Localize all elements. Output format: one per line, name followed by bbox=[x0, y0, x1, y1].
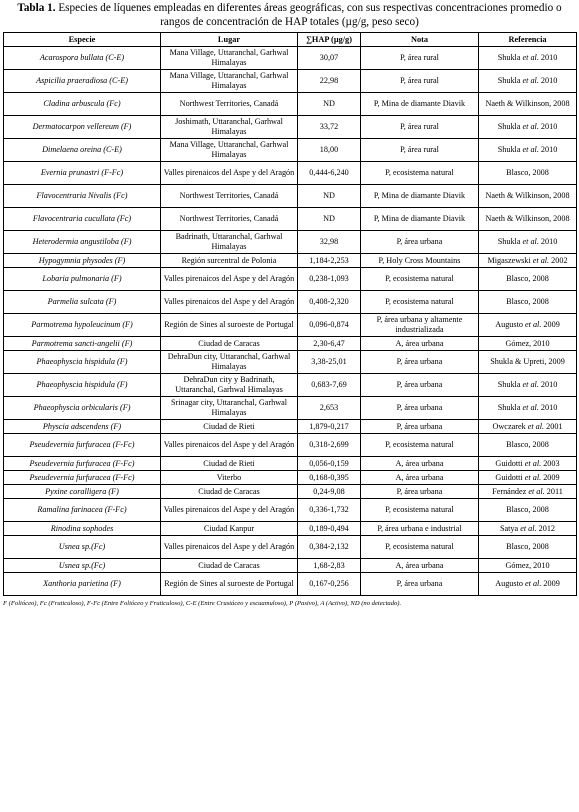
cell-referencia bbox=[479, 499, 577, 522]
cell-hap: 2,653 bbox=[298, 397, 361, 420]
cell-hap: 30,07 bbox=[298, 47, 361, 70]
cell-nota: P, área rural bbox=[361, 116, 479, 139]
table-row bbox=[4, 93, 577, 116]
cell-referencia bbox=[479, 70, 577, 93]
cell-especie: Pseudevernia furfuracea (F-Fc) bbox=[4, 434, 161, 457]
ref-year: 2003 bbox=[541, 458, 560, 468]
cell-referencia bbox=[479, 434, 577, 457]
cell-hap: 32,98 bbox=[298, 231, 361, 254]
cell-especie: Phaeophyscia orbicularis (F) bbox=[4, 397, 161, 420]
ref-et-al: et al. bbox=[520, 403, 539, 412]
ref-author: Shukla bbox=[497, 403, 521, 412]
cell-lugar: Northwest Territories, Canadá bbox=[161, 208, 298, 231]
table-row bbox=[4, 434, 577, 457]
cell-especie: Phaeophyscia hispidula (F) bbox=[4, 351, 161, 374]
cell-especie: Acarospora bullata (C-E) bbox=[4, 47, 161, 70]
cell-hap: 18,00 bbox=[298, 139, 361, 162]
cell-referencia bbox=[479, 291, 577, 314]
table-caption bbox=[5, 2, 574, 29]
ref-et-al: et al. bbox=[520, 53, 539, 62]
cell-especie: Parmelia sulcata (F) bbox=[4, 291, 161, 314]
cell-especie: Dermatocarpon vellereum (F) bbox=[4, 116, 161, 139]
cell-hap: 0,189-0,494 bbox=[298, 522, 361, 536]
table-row bbox=[4, 139, 577, 162]
table-row bbox=[4, 499, 577, 522]
cell-especie: Flavocentraria cucullata (Fc) bbox=[4, 208, 161, 231]
cell-referencia bbox=[479, 231, 577, 254]
caption-label: Tabla 1. bbox=[17, 2, 56, 14]
cell-lugar: Región de Sines al suroeste de Portugal bbox=[161, 573, 298, 596]
ref-author: Satya bbox=[499, 523, 519, 533]
table-row bbox=[4, 397, 577, 420]
cell-nota: P, área urbana bbox=[361, 485, 479, 499]
ref-year: 2009 bbox=[541, 472, 560, 482]
cell-hap: 0,318-2,699 bbox=[298, 434, 361, 457]
ref-year: 2001 bbox=[544, 421, 563, 431]
cell-referencia bbox=[479, 522, 577, 536]
ref-author: Gómez, 2010 bbox=[505, 560, 550, 570]
ref-author: Augusto bbox=[495, 320, 523, 329]
ref-author: Blasco, 2008 bbox=[506, 297, 549, 306]
cell-especie: Parmotrema sancti-angelii (F) bbox=[4, 337, 161, 351]
cell-referencia bbox=[479, 420, 577, 434]
cell-referencia bbox=[479, 471, 577, 485]
ref-year: 2010 bbox=[538, 122, 558, 131]
cell-lugar: Valles pirenaicos del Aspe y del Aragón bbox=[161, 434, 298, 457]
cell-especie: Cladina arbuscula (Fc) bbox=[4, 93, 161, 116]
table-row bbox=[4, 116, 577, 139]
ref-et-al: et al. bbox=[525, 421, 545, 431]
cell-especie: Usnea sp.(Fc) bbox=[4, 536, 161, 559]
table-row bbox=[4, 337, 577, 351]
cell-referencia bbox=[479, 374, 577, 397]
cell-referencia bbox=[479, 485, 577, 499]
table-row bbox=[4, 374, 577, 397]
ref-author: Naeth & Wilkinson, 2008 bbox=[485, 214, 570, 223]
ref-et-al: et al. bbox=[520, 237, 539, 246]
cell-hap: 3,38-25,01 bbox=[298, 351, 361, 374]
cell-referencia bbox=[479, 536, 577, 559]
ref-author: Blasco, 2008 bbox=[506, 542, 549, 551]
cell-nota: P, ecosistema natural bbox=[361, 499, 479, 522]
cell-nota: P, Mina de diamante Diavik bbox=[361, 208, 479, 231]
table-row bbox=[4, 291, 577, 314]
header-referencia: Referencia bbox=[479, 33, 577, 47]
cell-lugar: Valles pirenaicos del Aspe y del Aragón bbox=[161, 268, 298, 291]
ref-author: Gómez, 2010 bbox=[505, 338, 550, 348]
cell-especie: Pseudevernia furfuracea (F-Fc) bbox=[4, 471, 161, 485]
cell-referencia bbox=[479, 162, 577, 185]
header-nota: Nota bbox=[361, 33, 479, 47]
ref-author: Augusto bbox=[495, 579, 523, 588]
cell-lugar: Mana Village, Uttaranchal, Garhwal Himalayas bbox=[161, 70, 298, 93]
cell-nota: P, ecosistema natural bbox=[361, 162, 479, 185]
cell-lugar: Valles pirenaicos del Aspe y del Aragón bbox=[161, 162, 298, 185]
ref-year: 2002 bbox=[549, 255, 568, 265]
cell-hap: 0,408-2,320 bbox=[298, 291, 361, 314]
cell-hap: ND bbox=[298, 208, 361, 231]
header-especie: Especie bbox=[4, 33, 161, 47]
lichen-hap-table bbox=[3, 32, 577, 596]
ref-author: Blasco, 2008 bbox=[506, 505, 549, 514]
cell-especie: Rinodina sophodes bbox=[4, 522, 161, 536]
cell-lugar: Mana Village, Uttaranchal, Garhwal Himalayas bbox=[161, 47, 298, 70]
table-row bbox=[4, 536, 577, 559]
ref-et-al: et al. bbox=[520, 76, 539, 85]
cell-hap: 33,72 bbox=[298, 116, 361, 139]
cell-lugar: DehraDun city y Badrinath, Uttaranchal, Garhwal Himalayas bbox=[161, 374, 298, 397]
cell-hap: 0,24-9,08 bbox=[298, 485, 361, 499]
ref-author: Shukla & Upreti, 2009 bbox=[490, 357, 565, 366]
cell-nota: P, área urbana e industrial bbox=[361, 522, 479, 536]
cell-lugar: Joshimath, Uttaranchal, Garhwal Himalayas bbox=[161, 116, 298, 139]
cell-lugar: Valles pirenaicos del Aspe y del Aragón bbox=[161, 499, 298, 522]
cell-nota: P, ecosistema natural bbox=[361, 536, 479, 559]
cell-nota: P, área rural bbox=[361, 47, 479, 70]
cell-nota: P, área urbana bbox=[361, 420, 479, 434]
cell-nota: P, área urbana bbox=[361, 351, 479, 374]
ref-year: 2011 bbox=[544, 486, 563, 496]
ref-et-al: et al. bbox=[522, 320, 542, 329]
cell-lugar: Ciudad de Caracas bbox=[161, 485, 298, 499]
cell-especie: Physcia adscendens (F) bbox=[4, 420, 161, 434]
ref-et-al: et al. bbox=[522, 472, 542, 482]
ref-year: 2010 bbox=[538, 380, 558, 389]
cell-referencia bbox=[479, 254, 577, 268]
cell-nota: P, área urbana y altamente industrializada bbox=[361, 314, 479, 337]
cell-lugar: Ciudad Kanpur bbox=[161, 522, 298, 536]
cell-especie: Ramalina farinacea (F-Fc) bbox=[4, 499, 161, 522]
table-row bbox=[4, 420, 577, 434]
cell-referencia bbox=[479, 268, 577, 291]
ref-author: Migaszewski bbox=[487, 255, 531, 265]
table-row bbox=[4, 559, 577, 573]
ref-year: 2012 bbox=[536, 523, 556, 533]
cell-lugar: Viterbo bbox=[161, 471, 298, 485]
cell-nota: P, Mina de diamante Diavik bbox=[361, 185, 479, 208]
cell-nota: A, área urbana bbox=[361, 471, 479, 485]
cell-referencia bbox=[479, 93, 577, 116]
cell-especie: Flavocentraria Nivalis (Fc) bbox=[4, 185, 161, 208]
cell-hap: 22,98 bbox=[298, 70, 361, 93]
cell-especie: Pyxine coralligera (F) bbox=[4, 485, 161, 499]
cell-nota: P, Mina de diamante Diavik bbox=[361, 93, 479, 116]
ref-author: Blasco, 2008 bbox=[506, 168, 549, 177]
cell-nota: P, ecosistema natural bbox=[361, 268, 479, 291]
cell-referencia bbox=[479, 397, 577, 420]
cell-nota: P, área urbana bbox=[361, 397, 479, 420]
ref-author: Owczarek bbox=[492, 421, 526, 431]
ref-et-al: et al. bbox=[522, 458, 542, 468]
cell-hap: 1,184-2,253 bbox=[298, 254, 361, 268]
table-row bbox=[4, 522, 577, 536]
table-row bbox=[4, 162, 577, 185]
cell-lugar: Northwest Territories, Canadá bbox=[161, 93, 298, 116]
cell-lugar: Ciudad de Caracas bbox=[161, 559, 298, 573]
cell-referencia bbox=[479, 139, 577, 162]
cell-especie: Phaeophyscia hispidula (F) bbox=[4, 374, 161, 397]
cell-nota: P, ecosistema natural bbox=[361, 291, 479, 314]
table-row bbox=[4, 254, 577, 268]
cell-especie: Usnea sp.(Fc) bbox=[4, 559, 161, 573]
cell-hap: ND bbox=[298, 185, 361, 208]
cell-especie: Heterodermia angustiloba (F) bbox=[4, 231, 161, 254]
cell-referencia bbox=[479, 314, 577, 337]
cell-hap: 0,096-0,874 bbox=[298, 314, 361, 337]
cell-lugar: Valles pirenaicos del Aspe y del Aragón bbox=[161, 536, 298, 559]
header-lugar: Lugar bbox=[161, 33, 298, 47]
ref-year: 2009 bbox=[541, 320, 560, 329]
cell-especie: Dimelaena oreina (C-E) bbox=[4, 139, 161, 162]
cell-especie: Pseudevernia furfuracea (F-Fc) bbox=[4, 457, 161, 471]
cell-especie: Aspicilia praeradiosa (C-E) bbox=[4, 70, 161, 93]
ref-et-al: et al. bbox=[520, 380, 539, 389]
table-row bbox=[4, 47, 577, 70]
ref-author: Guidotti bbox=[495, 458, 523, 468]
ref-et-al: et al. bbox=[526, 486, 545, 496]
cell-hap: 0,056-0,159 bbox=[298, 457, 361, 471]
cell-hap: 0,168-0,395 bbox=[298, 471, 361, 485]
cell-referencia bbox=[479, 47, 577, 70]
table-row bbox=[4, 208, 577, 231]
cell-hap: 1,879-0,217 bbox=[298, 420, 361, 434]
ref-et-al: et al. bbox=[520, 145, 539, 154]
cell-nota: A, área urbana bbox=[361, 457, 479, 471]
cell-hap: 1,68-2,83 bbox=[298, 559, 361, 573]
cell-referencia bbox=[479, 208, 577, 231]
cell-referencia bbox=[479, 116, 577, 139]
cell-lugar: Ciudad de Caracas bbox=[161, 337, 298, 351]
cell-lugar: DehraDun city, Uttaranchal, Garhwal Himalayas bbox=[161, 351, 298, 374]
ref-author: Shukla bbox=[497, 145, 521, 154]
cell-referencia bbox=[479, 457, 577, 471]
cell-especie: Xanthoria parietina (F) bbox=[4, 573, 161, 596]
cell-especie: Parmotrema hypoleucinum (F) bbox=[4, 314, 161, 337]
cell-especie: Lobaria pulmonaria (F) bbox=[4, 268, 161, 291]
cell-nota: P, área urbana bbox=[361, 374, 479, 397]
ref-author: Blasco, 2008 bbox=[506, 440, 549, 449]
ref-author: Naeth & Wilkinson, 2008 bbox=[485, 191, 570, 200]
ref-et-al: et al. bbox=[520, 122, 539, 131]
ref-author: Shukla bbox=[497, 122, 521, 131]
table-footnote: F (Folióceo), Fc (Fruticuloso), F-Fc (Entre Folióceo y Fruticuloso), C-E (Entre Crustáceo y escuamuloso), P (Pasivo), A (Activo), ND (no detectado). bbox=[3, 600, 402, 607]
ref-year: 2010 bbox=[538, 76, 558, 85]
ref-et-al: et al. bbox=[522, 579, 542, 588]
cell-lugar: Ciudad de Rieti bbox=[161, 420, 298, 434]
ref-author: Shukla bbox=[497, 53, 521, 62]
ref-year: 2010 bbox=[538, 237, 558, 246]
cell-referencia bbox=[479, 185, 577, 208]
cell-especie: Evernia prunastri (F-Fc) bbox=[4, 162, 161, 185]
cell-hap: 0,683-7,69 bbox=[298, 374, 361, 397]
table-header-row bbox=[4, 33, 577, 47]
cell-lugar: Región surcentral de Polonia bbox=[161, 254, 298, 268]
table-row bbox=[4, 573, 577, 596]
cell-nota: P, área urbana bbox=[361, 231, 479, 254]
table-row bbox=[4, 485, 577, 499]
cell-nota: P, ecosistema natural bbox=[361, 434, 479, 457]
ref-et-al: et al. bbox=[530, 255, 550, 265]
cell-hap: 0,238-1,093 bbox=[298, 268, 361, 291]
cell-hap: 0,384-2,132 bbox=[298, 536, 361, 559]
cell-referencia bbox=[479, 573, 577, 596]
cell-referencia bbox=[479, 337, 577, 351]
ref-author: Shukla bbox=[497, 380, 521, 389]
table-row bbox=[4, 70, 577, 93]
cell-lugar: Valles pirenaicos del Aspe y del Aragón bbox=[161, 291, 298, 314]
cell-lugar: Srinagar city, Uttaranchal, Garhwal Himalayas bbox=[161, 397, 298, 420]
cell-lugar: Mana Village, Uttaranchal, Garhwal Himalayas bbox=[161, 139, 298, 162]
ref-et-al: et al. bbox=[518, 523, 537, 533]
table-body bbox=[4, 47, 577, 596]
cell-nota: P, área rural bbox=[361, 139, 479, 162]
table-row bbox=[4, 351, 577, 374]
cell-lugar: Región de Sines al suroeste de Portugal bbox=[161, 314, 298, 337]
ref-year: 2009 bbox=[541, 579, 560, 588]
cell-hap: 0,167-0,256 bbox=[298, 573, 361, 596]
cell-nota: P, área urbana bbox=[361, 573, 479, 596]
cell-nota: P, Holy Cross Mountains bbox=[361, 254, 479, 268]
cell-nota: A, área urbana bbox=[361, 559, 479, 573]
cell-hap: 0,444-6,240 bbox=[298, 162, 361, 185]
cell-referencia bbox=[479, 351, 577, 374]
cell-lugar: Ciudad de Rieti bbox=[161, 457, 298, 471]
cell-referencia bbox=[479, 559, 577, 573]
cell-hap: 0,336-1,732 bbox=[298, 499, 361, 522]
ref-author: Naeth & Wilkinson, 2008 bbox=[485, 99, 570, 108]
ref-author: Guidotti bbox=[495, 472, 523, 482]
table-row bbox=[4, 314, 577, 337]
header-hap: ∑HAP (µg/g) bbox=[298, 33, 361, 47]
cell-nota: A, área urbana bbox=[361, 337, 479, 351]
ref-year: 2010 bbox=[538, 53, 558, 62]
table-row bbox=[4, 268, 577, 291]
table-row bbox=[4, 457, 577, 471]
cell-especie: Hypogymnia physodes (F) bbox=[4, 254, 161, 268]
table-row bbox=[4, 185, 577, 208]
cell-hap: 2,30-6,47 bbox=[298, 337, 361, 351]
ref-year: 2010 bbox=[538, 403, 558, 412]
table-row bbox=[4, 471, 577, 485]
cell-hap: ND bbox=[298, 93, 361, 116]
table-row bbox=[4, 231, 577, 254]
cell-nota: P, área rural bbox=[361, 70, 479, 93]
ref-year: 2010 bbox=[538, 145, 558, 154]
cell-lugar: Northwest Territories, Canadá bbox=[161, 185, 298, 208]
caption-text: Especies de líquenes empleadas en diferentes áreas geográficas, con sus respectivas concentraciones promedio o rangos de concentración de HAP totales (µg/g, peso seco) bbox=[55, 2, 562, 28]
ref-author: Shukla bbox=[497, 76, 521, 85]
ref-author: Shukla bbox=[497, 237, 521, 246]
ref-author: Blasco, 2008 bbox=[506, 274, 549, 283]
cell-lugar: Badrinath, Uttaranchal, Garhwal Himalayas bbox=[161, 231, 298, 254]
ref-author: Fernández bbox=[492, 486, 527, 496]
